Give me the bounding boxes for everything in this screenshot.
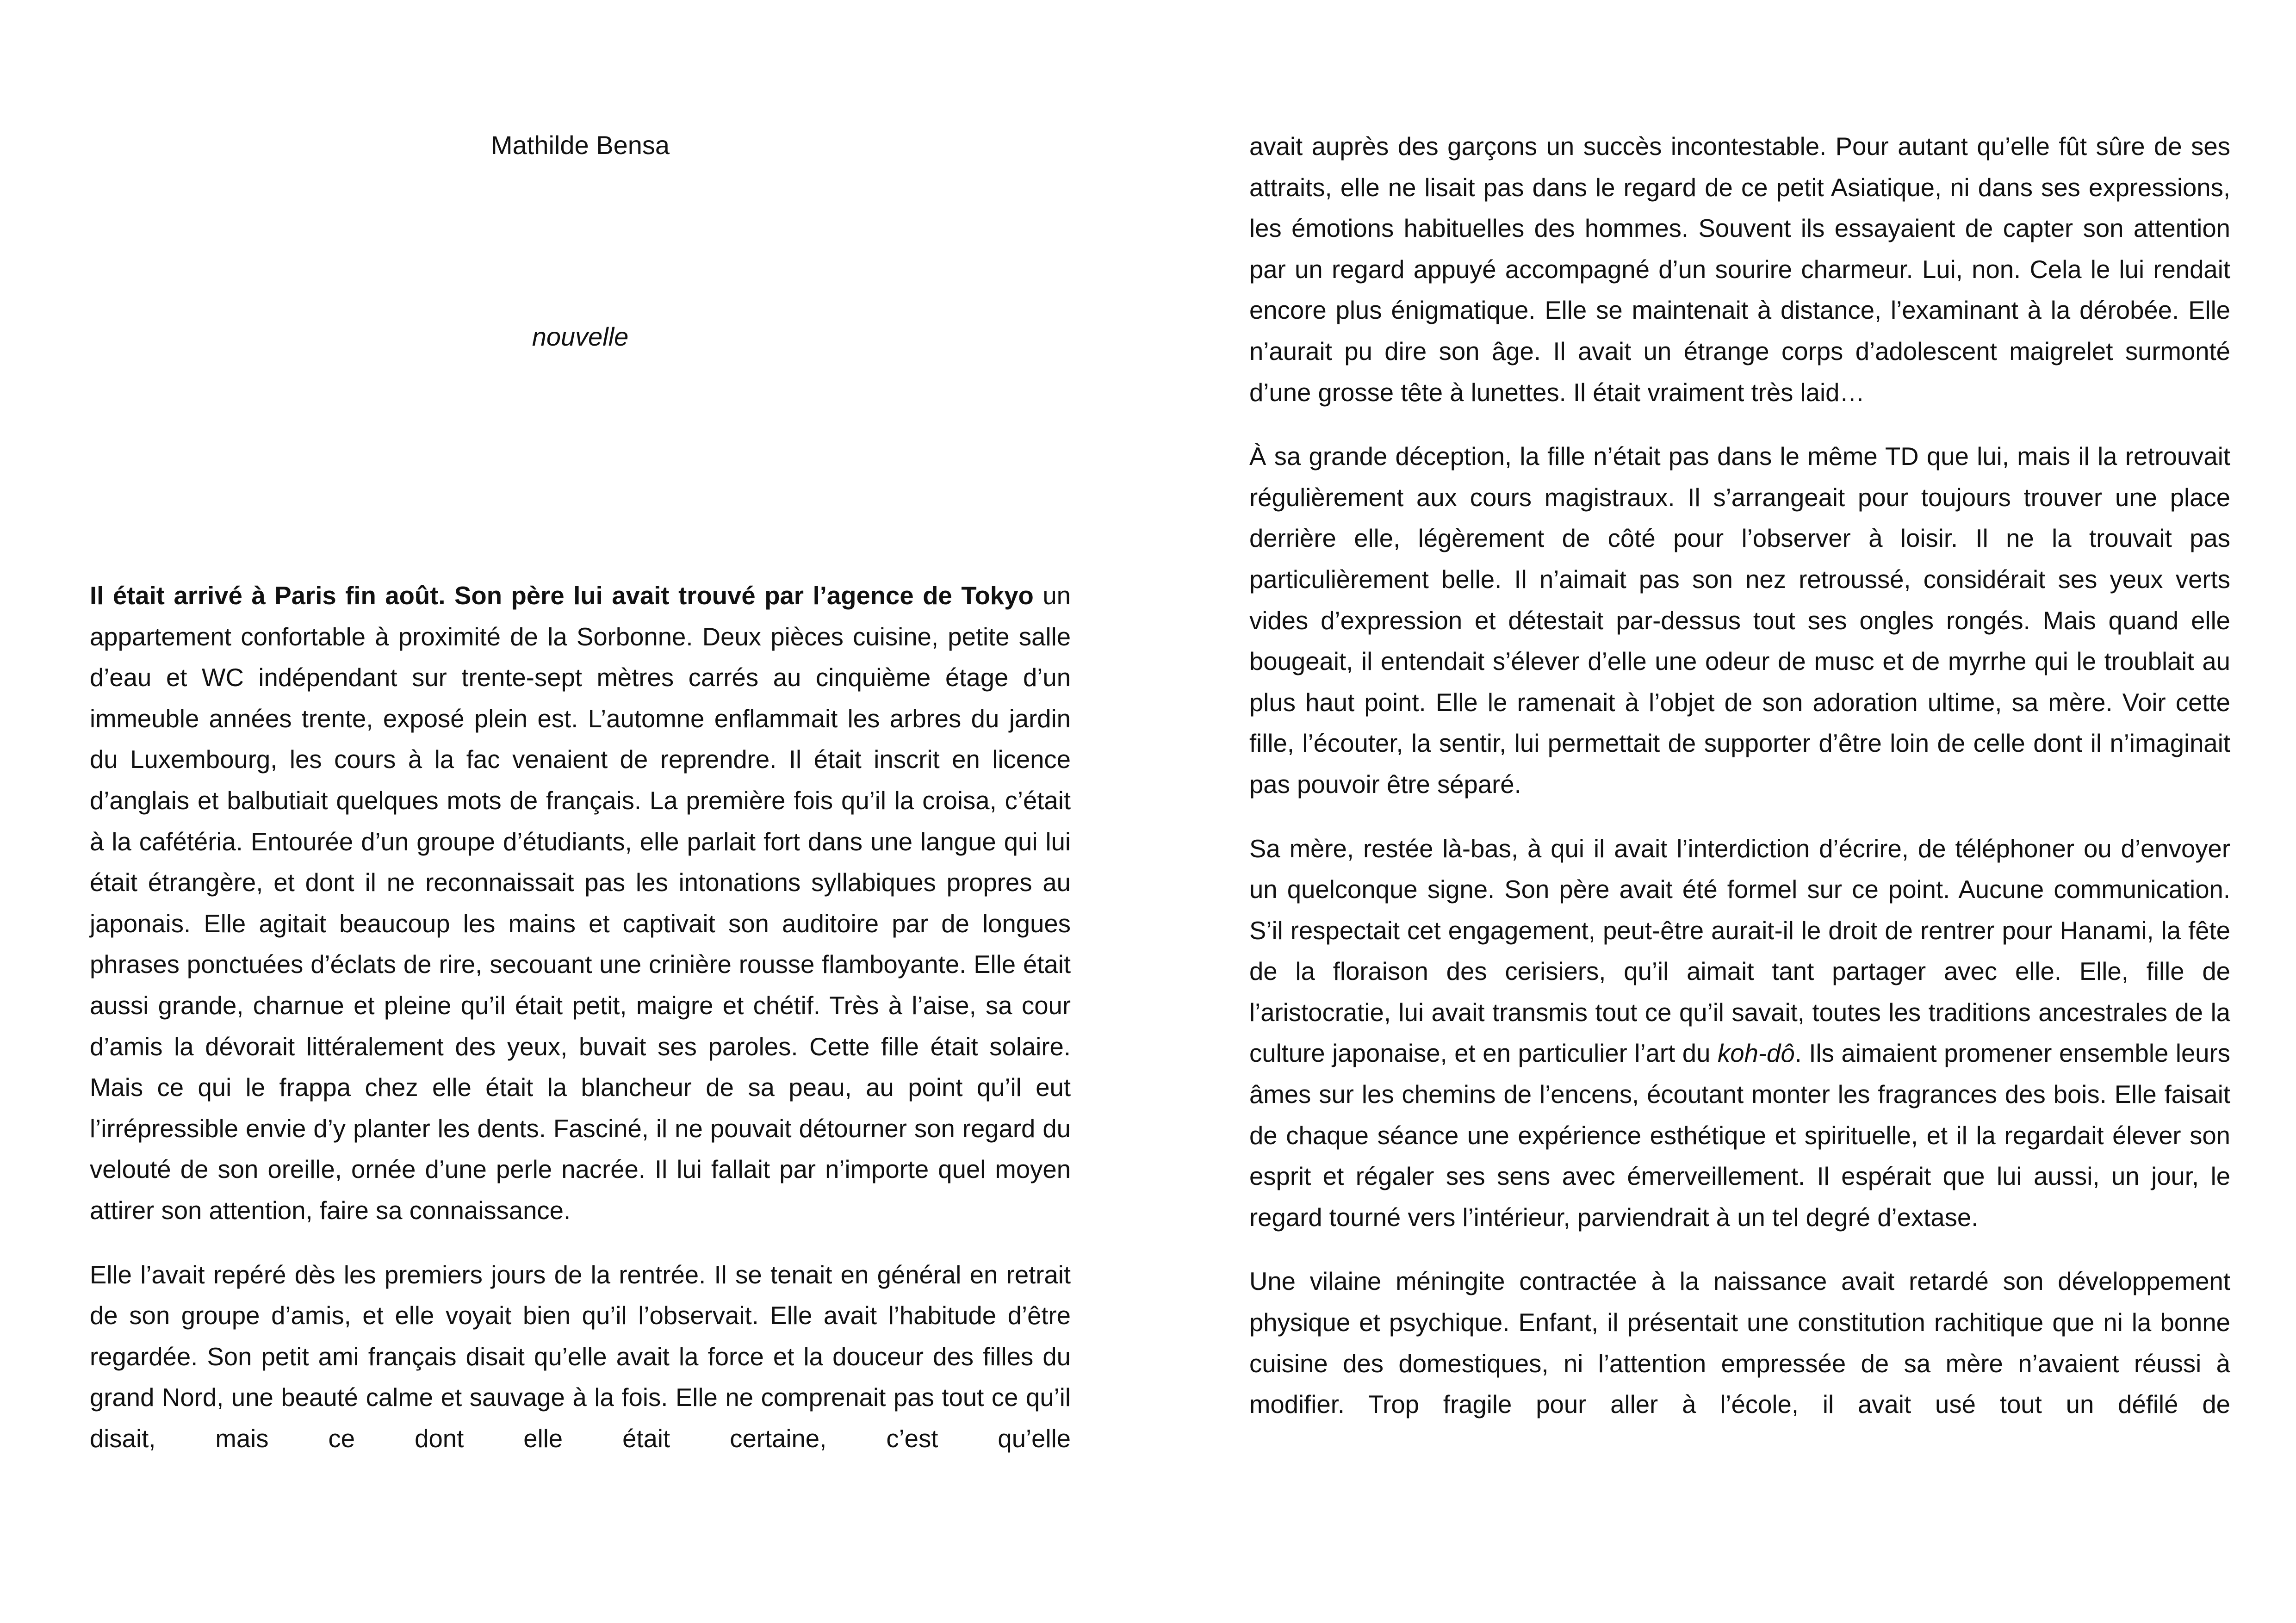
- paragraph-text: un appartement confortable à proximité de la Sorbonne. Deux pièces cuisine, petite salle d’eau et WC indépendant sur trente-sept mètres carrés au cinquième étage d’un immeuble années trente, exposé plein est. L’automne enflammait les arbres du jardin du Luxembourg, les cours à la fac venaient de reprendre. Il était inscrit en licence d’anglais et balbutiait quelques mots de français. La première fois qu’il la croisa, c’était à la cafétéria. Entourée d’un groupe d’étudiants, elle parlait fort dans une langue qui lui était étrangère, et dont il ne reconnaissait pas les intonations syllabiques propres au japonais. Elle agitait beaucoup les mains et captivait son auditoire par de longues phrases ponctuées d’éclats de rire, secouant une crinière rousse flamboyante. Elle était aussi grande, charnue et pleine qu’il était petit, maigre et chétif. Très à l’aise, sa cour d’amis la dévorait littéralement des yeux, buvait ses paroles. Cette fille était solaire. Mais ce qui le frappa chez elle était la blancheur de sa peau, au point qu’il eut l’irrépressible envie d’y planter les dents. Fasciné, il ne pouvait détourner son regard du velouté de son oreille, ornée d’une perle nacrée. Il lui fallait par n’importe quel moyen attirer son attention, faire sa connaissance.: [90, 582, 1071, 1225]
- paragraph-text: Sa mère, restée là-bas, à qui il avait l’interdiction d’écrire, de téléphoner ou d’envoyer un quelconque signe. Son père avait été formel sur ce point. Aucune communication. S’il respectait cet engagement, peut-être aurait-il le droit de rentrer pour Hanami, la fête de la floraison des cerisiers, qu’il aimait tant partager avec elle. Elle, fille de l’aristocratie, lui avait transmis tout ce qu’il savait, toutes les traditions ancestrales de la culture japonaise, et en particulier l’art du: [1249, 834, 2230, 1068]
- paragraph: [90, 1255, 1071, 1460]
- paragraph: [1249, 1261, 2230, 1425]
- left-text-column: [90, 576, 1071, 1459]
- italic-term: koh-dô: [1718, 1039, 1795, 1068]
- paragraph-text: . Ils aimaient promener ensemble leurs âmes sur les chemins de l’encens, écoutant monter les fragrances des bois. Elle faisait de chaque séance une expérience esthétique et spirituelle, et il la regardait élever son esprit et régaler ses sens avec émerveillement. Il espérait que lui aussi, un jour, le regard tourné vers l’intérieur, parviendrait à un tel degré d’extase.: [1249, 1039, 2230, 1232]
- paragraph: [1249, 436, 2230, 805]
- paragraph-text: Une vilaine méningite contractée à la naissance avait retardé son développement physique et psychique. Enfant, il présentait une constitution rachitique que ni la bonne cuisine des domestiques, ni l’attention empressée de sa mère n’avaient réussi à modifier. Trop fragile pour aller à l’école, il avait usé tout un défilé de: [1249, 1267, 2230, 1419]
- paragraph-text: À sa grande déception, la fille n’était pas dans le même TD que lui, mais il la retrouvait régulièrement aux cours magistraux. Il s’arrangeait pour toujours trouver une place derrière elle, légèrement de côté pour l’observer à loisir. Il ne la trouvait pas particulièrement belle. Il n’aimait pas son nez retroussé, considérait ses yeux verts vides d’expression et détestait par-dessus tout ses ongles rongés. Mais quand elle bougeait, il entendait s’élever d’elle une odeur de musc et de myrrhe qui le troublait au plus haut point. Elle le ramenait à l’objet de son adoration ultime, sa mère. Voir cette fille, l’écouter, la sentir, lui permettait de supporter d’être loin de celle dont il n’imaginait pas pouvoir être séparé.: [1249, 442, 2230, 799]
- right-text-column: [1249, 126, 2230, 1425]
- paragraph: [1249, 829, 2230, 1239]
- author-name: Mathilde Bensa: [490, 130, 670, 160]
- paragraph-text: avait auprès des garçons un succès incontestable. Pour autant qu’elle fût sûre de ses attraits, elle ne lisait pas dans le regard de ce petit Asiatique, ni dans ses expressions, les émotions habituelles des hommes. Souvent ils essayaient de capter son attention par un regard appuyé accompagné d’un sourire charmeur. Lui, non. Cela le lui rendait encore plus énigmatique. Elle se maintenait à distance, l’examinant à la dérobée. Elle n’aurait pu dire son âge. Il avait un étrange corps d’adolescent maigrelet surmonté d’une grosse tête à lunettes. Il était vraiment très laid…: [1249, 132, 2230, 407]
- opening-bold-text: Il était arrivé à Paris fin août. Son père lui avait trouvé par l’agence de Tokyo: [90, 582, 1034, 610]
- right-page: [1148, 0, 2296, 1623]
- paragraph: [1249, 126, 2230, 413]
- paragraph-text: Elle l’avait repéré dès les premiers jours de la rentrée. Il se tenait en général en retrait de son groupe d’amis, et elle voyait bien qu’il l’observait. Elle avait l’habitude d’être regardée. Son petit ami français disait qu’elle avait la force et la douceur des filles du grand Nord, une beauté calme et sauvage à la fois. Elle ne comprenait pas tout ce qu’il disait, mais ce dont elle était certaine, c’est qu’elle: [90, 1260, 1071, 1453]
- genre-label: nouvelle: [532, 322, 629, 351]
- paragraph: [90, 576, 1071, 1232]
